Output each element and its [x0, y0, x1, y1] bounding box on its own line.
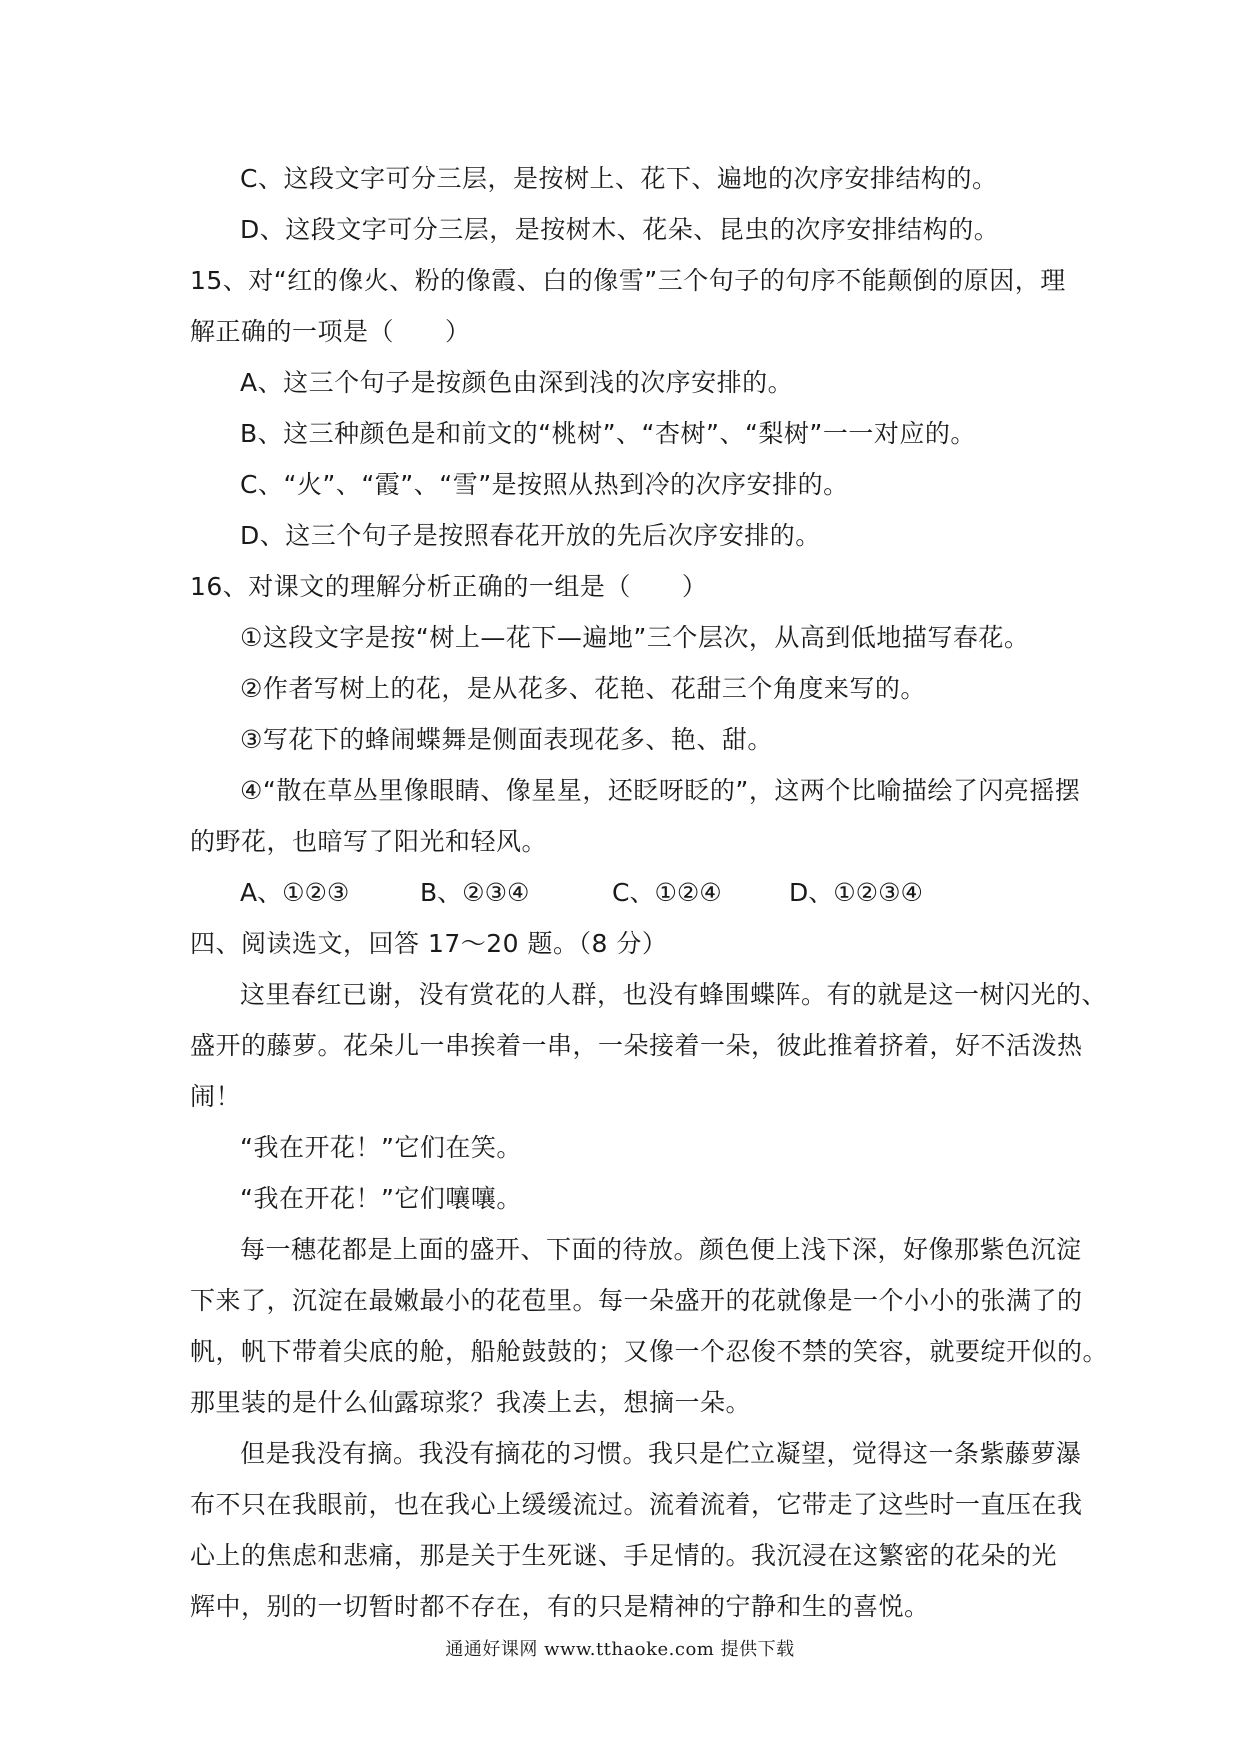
passage-p2-line-1: 每一穗花都是上面的盛开、下面的待放。颜色便上浅下深，好像那紫色沉淀 — [240, 1235, 1082, 1264]
q16-statement-1: ①这段文字是按“树上—花下—遍地”三个层次，从高到低地描写春花。 — [240, 623, 1030, 652]
passage-quote-1: “我在开花！”它们在笑。 — [240, 1133, 522, 1162]
passage-p2-line-3: 帆，帆下带着尖底的舱，船舱鼓鼓的；又像一个忍俊不禁的笑容，就要绽开似的。 — [190, 1337, 1109, 1366]
q15-option-c: C、“火”、“霞”、“雪”是按照从热到冷的次序安排的。 — [240, 470, 849, 499]
passage-p3-line-3: 心上的焦虑和悲痛，那是关于生死谜、手足情的。我沉浸在这繁密的花朵的光 — [190, 1541, 1058, 1570]
q16-option-c: C、①②④ — [612, 878, 722, 907]
passage-p3-line-1: 但是我没有摘。我没有摘花的习惯。我只是伫立凝望，觉得这一条紫藤萝瀑 — [240, 1439, 1082, 1468]
q16-option-a: A、①②③ — [240, 878, 350, 907]
q15-option-d: D、这三个句子是按照春花开放的先后次序安排的。 — [240, 521, 821, 550]
q16-option-d: D、①②③④ — [789, 878, 923, 907]
q16-statement-2: ②作者写树上的花，是从花多、花艳、花甜三个角度来写的。 — [240, 674, 926, 703]
q15-stem-line-2: 解正确的一项是（ ） — [190, 317, 471, 346]
q16-statement-3: ③写花下的蜂闹蝶舞是侧面表现花多、艳、甜。 — [240, 725, 773, 754]
passage-p3-line-2: 布不只在我眼前，也在我心上缓缓流过。流着流着，它带走了这些时一直压在我 — [190, 1490, 1083, 1519]
section-four-heading: 四、阅读选文，回答 17～20 题。（8 分） — [190, 929, 668, 958]
page-footer: 通通好课网 www.tthaoke.com 提供下载 — [445, 1639, 795, 1660]
q14-option-c: C、这段文字可分三层，是按树上、花下、遍地的次序安排结构的。 — [240, 164, 998, 193]
q14-option-d: D、这段文字可分三层，是按树木、花朵、昆虫的次序安排结构的。 — [240, 215, 1000, 244]
q16-option-b: B、②③④ — [420, 878, 530, 907]
passage-p1-line-3: 闹！ — [190, 1082, 242, 1111]
passage-p2-line-4: 那里装的是什么仙露琼浆？我凑上去，想摘一朵。 — [190, 1388, 752, 1417]
q15-option-a: A、这三个句子是按颜色由深到浅的次序安排的。 — [240, 368, 794, 397]
passage-p1-line-1: 这里春红已谢，没有赏花的人群，也没有蜂围蝶阵。有的就是这一树闪光的、 — [240, 980, 1108, 1009]
passage-p3-line-4: 辉中，别的一切暂时都不存在，有的只是精神的宁静和生的喜悦。 — [190, 1592, 930, 1621]
passage-p2-line-2: 下来了，沉淀在最嫩最小的花苞里。每一朵盛开的花就像是一个小小的张满了的 — [190, 1286, 1083, 1315]
q16-statement-4-line-1: ④“散在草丛里像眼睛、像星星，还眨呀眨的”，这两个比喻描绘了闪亮摇摆 — [240, 776, 1081, 805]
passage-quote-2: “我在开花！”它们嚷嚷。 — [240, 1184, 522, 1213]
q16-stem: 16、对课文的理解分析正确的一组是（ ） — [190, 572, 708, 601]
q15-option-b: B、这三种颜色是和前文的“桃树”、“杏树”、“梨树”一一对应的。 — [240, 419, 976, 448]
q16-statement-4-line-2: 的野花，也暗写了阳光和轻风。 — [190, 827, 548, 856]
q15-stem-line-1: 15、对“红的像火、粉的像霞、白的像雪”三个句子的句序不能颠倒的原因，理 — [190, 266, 1066, 295]
passage-p1-line-2: 盛开的藤萝。花朵儿一串挨着一串，一朵接着一朵，彼此推着挤着，好不活泼热 — [190, 1031, 1083, 1060]
